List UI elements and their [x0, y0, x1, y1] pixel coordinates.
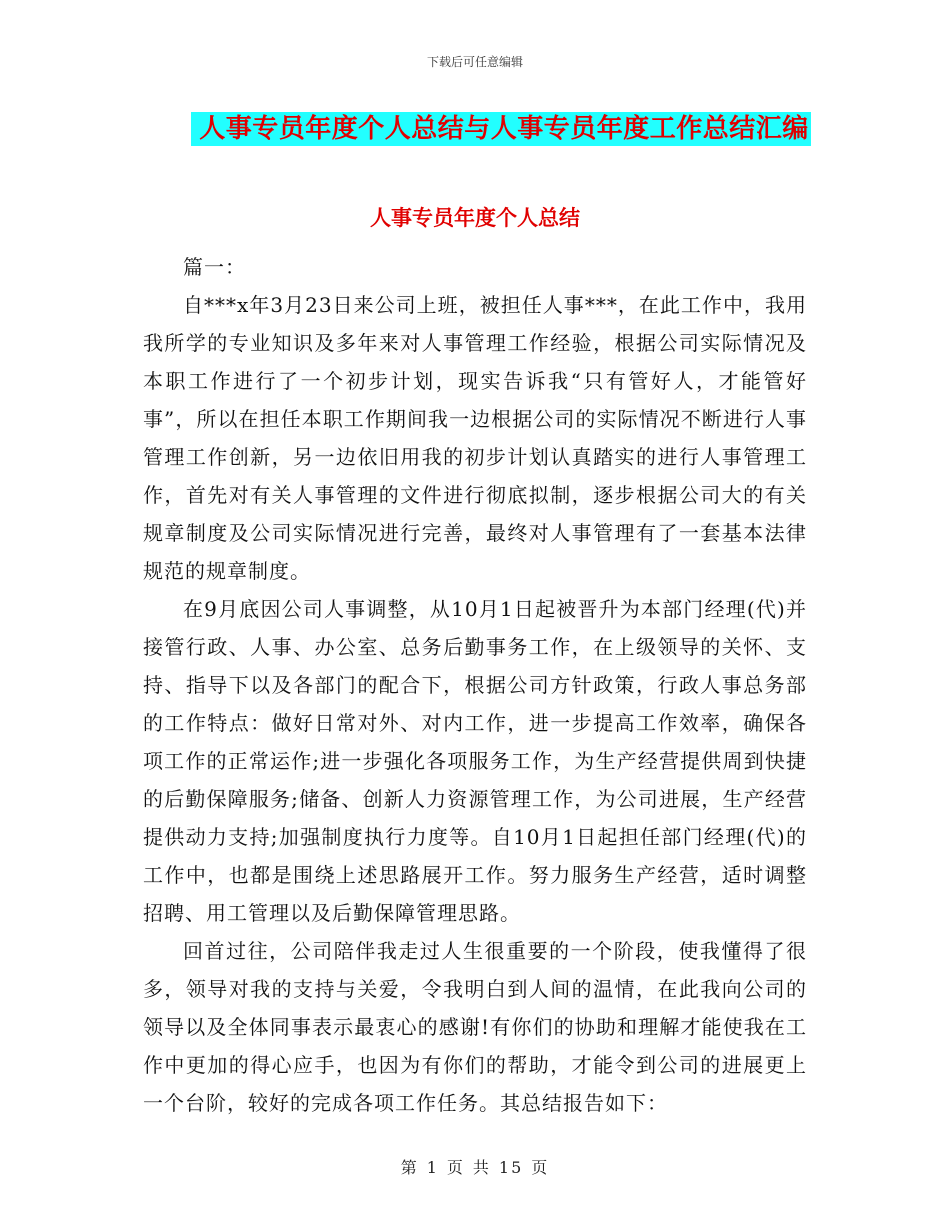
paragraph-2: 在9月底因公司人事调整，从10月1日起被晋升为本部门经理(代)并接管行政、人事、办公室、总务后勤事务工作，在上级领导的关怀、支持、指导下以及各部门的配合下，根据公司方针政策，行政人事总务部的工作特点：做好日常对外、对内工作，进一步提高工作效率，确保各项工作的正常运作;进一步强化各项服务工作，为生产经营提供周到快捷的后勤保障服务;储备、创新人力资源管理工作，为公司进展，生产经营提供动力支持;加强制度执行力度等。自10月1日起担任部门经理(代)的工作中，也都是围绕上述思路展开工作。努力服务生产经营，适时调整招聘、用工管理以及后勤保障管理思路。 [143, 597, 807, 925]
main-title: 人事专员年度个人总结与人事专员年度工作总结汇编 [191, 112, 811, 146]
total-label: 共 [472, 1158, 491, 1177]
page-label-mid: 页 [446, 1158, 465, 1177]
document-body [143, 248, 807, 1122]
page-footer [0, 1155, 950, 1178]
page-label-suffix: 页 [531, 1158, 550, 1177]
total-page-count: 15 [498, 1158, 524, 1177]
paragraph-1: 自***x年3月23日来公司上班，被担任人事***，在此工作中，我用我所学的专业知识及多年来对人事管理工作经验，根据公司实际情况及本职工作进行了一个初步计划，现实告诉我“只有管好人，才能管好事”，所以在担任本职工作期间我一边根据公司的实际情况不断进行人事管理工作创新，另一边依旧用我的初步计划认真踏实的进行人事管理工作，首先对有关人事管理的文件进行彻底拟制，逐步根据公司大的有关规章制度及公司实际情况进行完善，最终对人事管理有了一套基本法律规范的规章制度。 [143, 293, 807, 583]
current-page-number: 1 [426, 1158, 439, 1177]
paragraph-3: 回首过往，公司陪伴我走过人生很重要的一个阶段，使我懂得了很多，领导对我的支持与关爱，令我明白到人间的温情，在此我向公司的领导以及全体同事表示最衷心的感谢!有你们的协助和理解才能使我在工作中更加的得心应手，也因为有你们的帮助，才能令到公司的进展更上一个台阶，较好的完成各项工作任务。其总结报告如下： [143, 939, 807, 1115]
main-title-container [0, 112, 950, 146]
section-title: 人事专员年度个人总结 [370, 206, 580, 230]
section-label: 篇一： [183, 255, 246, 279]
header-note: 下载后可任意编辑 [426, 55, 523, 69]
page-label-prefix: 第 [400, 1158, 419, 1177]
